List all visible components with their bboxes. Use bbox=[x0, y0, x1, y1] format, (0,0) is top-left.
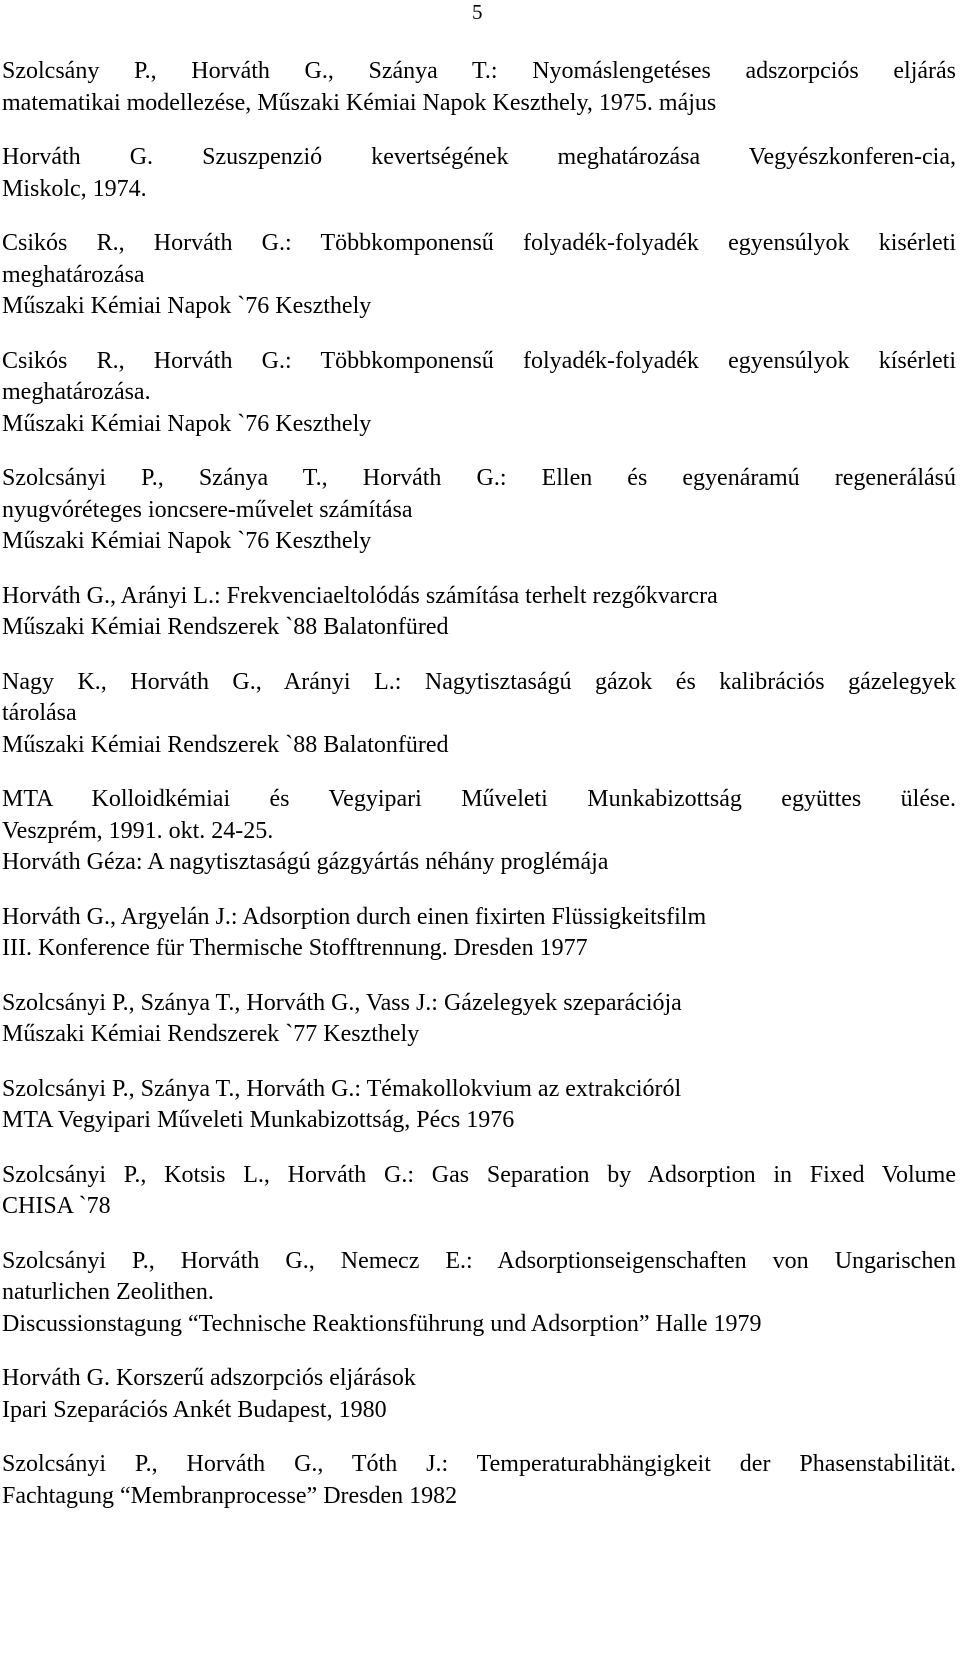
reference-entry bbox=[2, 1449, 956, 1512]
reference-line: Műszaki Kémiai Napok `76 Keszthely bbox=[2, 528, 372, 554]
reference-line: matematikai modellezése, Műszaki Kémiai Napok Keszthely, 1975. május bbox=[2, 89, 717, 116]
reference-line: Műszaki Kémiai Rendszerek `88 Balatonfüred bbox=[2, 614, 449, 640]
reference-line: Miskolc, 1974. bbox=[2, 175, 147, 202]
reference-entry bbox=[2, 228, 956, 323]
reference-entry bbox=[2, 346, 956, 441]
reference-line: Nagy K., Horváth G., Arányi L.: Nagytisztaságú gázok és kalibrációs gázelegyek bbox=[2, 668, 956, 695]
reference-line: meghatározása bbox=[2, 261, 145, 288]
reference-line: Horváth G., Arányi L.: Frekvenciaeltolódás számítása terhelt rezgőkvarcra bbox=[2, 582, 718, 609]
reference-line: nyugvóréteges ioncsere-művelet számítása bbox=[2, 496, 413, 523]
reference-list bbox=[2, 56, 956, 1535]
reference-line: meghatározása. bbox=[2, 379, 151, 405]
reference-line: Szolcsányi P., Horváth G., Nemecz E.: Adsorptionseigenschaften von Ungarischen bbox=[2, 1247, 956, 1274]
reference-entry bbox=[2, 56, 956, 119]
reference-line: III. Konference für Thermische Stofftrennung. Dresden 1977 bbox=[2, 935, 588, 961]
reference-entry bbox=[2, 142, 956, 205]
reference-line: Csikós R., Horváth G.: Többkomponensű folyadék-folyadék egyensúlyok kísérleti bbox=[2, 347, 956, 374]
reference-line: Műszaki Kémiai Rendszerek `77 Keszthely bbox=[2, 1021, 420, 1047]
reference-line: Csikós R., Horváth G.: Többkomponensű folyadék-folyadék egyensúlyok kisérleti bbox=[2, 230, 956, 256]
reference-line: Szolcsányi P., Szánya T., Horváth G.: Témakollokvium az extrakcióról bbox=[2, 1075, 682, 1102]
reference-line: Szolcsány P., Horváth G., Szánya T.: Nyomáslengetéses adszorpciós eljárás bbox=[2, 58, 956, 84]
reference-line: Discussionstagung “Technische Reaktionsführung und Adsorption” Halle 1979 bbox=[2, 1310, 762, 1337]
reference-line: Műszaki Kémiai Napok `76 Keszthely bbox=[2, 410, 372, 437]
reference-entry bbox=[2, 1246, 956, 1341]
reference-entry bbox=[2, 988, 956, 1051]
reference-entry bbox=[2, 581, 956, 644]
reference-line: MTA Vegyipari Műveleti Munkabizottság, Pécs 1976 bbox=[2, 1107, 515, 1133]
reference-line: CHISA `78 bbox=[2, 1193, 111, 1219]
reference-entry bbox=[2, 902, 956, 965]
reference-entry bbox=[2, 1074, 956, 1137]
reference-entry bbox=[2, 1363, 956, 1426]
reference-line: Műszaki Kémiai Napok `76 Keszthely bbox=[2, 293, 372, 319]
reference-entry bbox=[2, 1160, 956, 1223]
reference-entry bbox=[2, 784, 956, 879]
reference-line: Ipari Szeparációs Ankét Budapest, 1980 bbox=[2, 1396, 387, 1423]
reference-line: Horváth G. Korszerű adszorpciós eljárások bbox=[2, 1365, 416, 1391]
reference-line: Szolcsányi P., Szánya T., Horváth G., Vass J.: Gázelegyek szeparációja bbox=[2, 989, 682, 1016]
reference-line: Veszprém, 1991. okt. 24-25. bbox=[2, 817, 274, 844]
reference-line: naturlichen Zeolithen. bbox=[2, 1279, 214, 1305]
reference-line: Horváth G. Szuszpenzió kevertségének meghatározása Vegyészkonferen-cia, bbox=[2, 144, 956, 170]
reference-line: Horváth Géza: A nagytisztaságú gázgyártás néhány proglémája bbox=[2, 849, 609, 875]
reference-entry bbox=[2, 667, 956, 762]
reference-line: Szolcsányi P., Horváth G., Tóth J.: Temperaturabhängigkeit der Phasenstabilität. bbox=[2, 1451, 956, 1477]
reference-line: Műszaki Kémiai Rendszerek `88 Balatonfüred bbox=[2, 731, 449, 758]
reference-line: tárolása bbox=[2, 700, 77, 726]
reference-line: Fachtagung “Membranprocesse” Dresden 1982 bbox=[2, 1482, 458, 1509]
reference-entry bbox=[2, 463, 956, 558]
reference-line: MTA Kolloidkémiai és Vegyipari Műveleti Munkabizottság együttes ülése. bbox=[2, 786, 956, 812]
reference-line: Horváth G., Argyelán J.: Adsorption durch einen fixirten Flüssigkeitsfilm bbox=[2, 903, 707, 930]
reference-line: Szolcsányi P., Kotsis L., Horváth G.: Gas Separation by Adsorption in Fixed Volume bbox=[2, 1161, 956, 1188]
reference-line: Szolcsányi P., Szánya T., Horváth G.: Ellen és egyenáramú regenerálású bbox=[2, 465, 956, 491]
page-number: 5 bbox=[472, 0, 483, 24]
